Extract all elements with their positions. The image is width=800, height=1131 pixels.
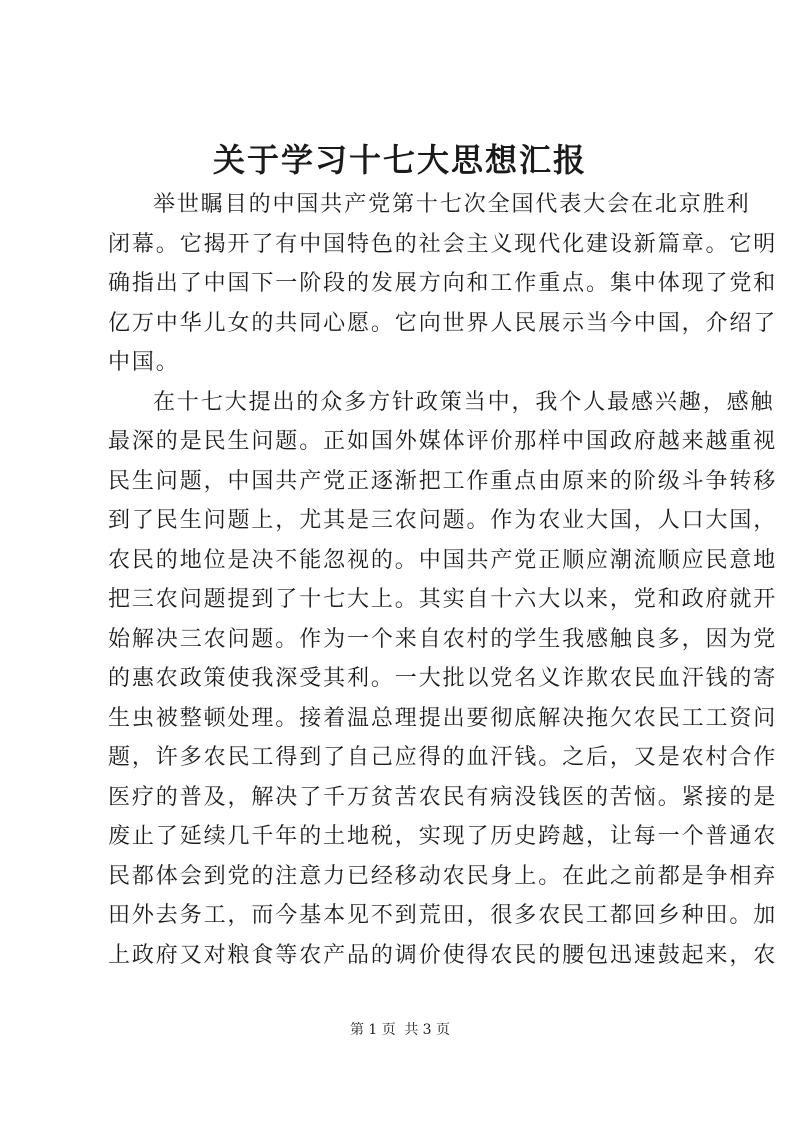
page-total: 共 3 页 [404, 1022, 451, 1038]
paragraph-2-line-7: 始解决三农问题。作为一个来自农村的学生我感触良多，因为党 [108, 626, 778, 652]
paragraph-1-line-4: 亿万中华儿女的共同心愿。它向世界人民展示当今中国，介绍了 [108, 310, 778, 336]
paragraph-2-line-14: 田外去务工，而今基本见不到荒田，很多农民工都回乡种田。加 [108, 903, 778, 928]
paragraph-1-line-1: 举世瞩目的中国共产党第十七次全国代表大会在北京胜利 [153, 192, 751, 217]
paragraph-1-line-2: 闭幕。它揭开了有中国特色的社会主义现代化建设新篇章。它明 [108, 231, 778, 257]
paragraph-2-line-10: 题，许多农民工得到了自己应得的血汗钱。之后，又是农村合作 [108, 745, 778, 770]
page-number: 第 1 页 [349, 1022, 396, 1038]
paragraph-2-line-12: 废止了延续几千年的土地税，实现了历史跨越，让每一个普通农 [108, 824, 778, 849]
page-footer [0, 1020, 800, 1040]
paragraph-2-line-11: 医疗的普及，解决了千万贫苦农民有病没钱医的苦恼。紧接的是 [108, 784, 778, 810]
paragraph-2-line-2: 最深的是民生问题。正如国外媒体评价那样中国政府越来越重视 [108, 429, 778, 454]
paragraph-2-line-1: 在十七大提出的众多方针政策当中，我个人最感兴趣，感触 [153, 389, 775, 415]
paragraph-2-line-13: 民都体会到党的注意力已经移动农民身上。在此之前都是争相弃 [108, 863, 778, 889]
paragraph-1-line-5: 中国。 [108, 350, 180, 375]
paragraph-2-line-15: 上政府又对粮食等农产品的调价使得农民的腰包迅速鼓起来，农 [108, 942, 778, 968]
document-body [108, 185, 778, 975]
paragraph-2-line-8: 的惠农政策使我深受其利。一大批以党名义诈欺农民血汗钱的寄 [108, 666, 778, 691]
document-title: 关于学习十七大思想汇报 [212, 141, 587, 179]
paragraph-1-line-3: 确指出了中国下一阶段的发展方向和工作重点。集中体现了党和 [108, 271, 778, 296]
paragraph-2-line-5: 农民的地位是决不能忽视的。中国共产党正顺应潮流顺应民意地 [108, 547, 778, 573]
paragraph-2-line-3: 民生问题，中国共产党正逐渐把工作重点由原来的阶级斗争转移 [108, 468, 778, 494]
paragraph-2-line-9: 生虫被整顿处理。接着温总理提出要彻底解决拖欠农民工工资问 [108, 705, 778, 731]
paragraph-2-line-4: 到了民生问题上，尤其是三农问题。作为农业大国，人口大国， [108, 508, 778, 533]
paragraph-2-line-6: 把三农问题提到了十七大上。其实自十六大以来，党和政府就开 [108, 587, 778, 612]
